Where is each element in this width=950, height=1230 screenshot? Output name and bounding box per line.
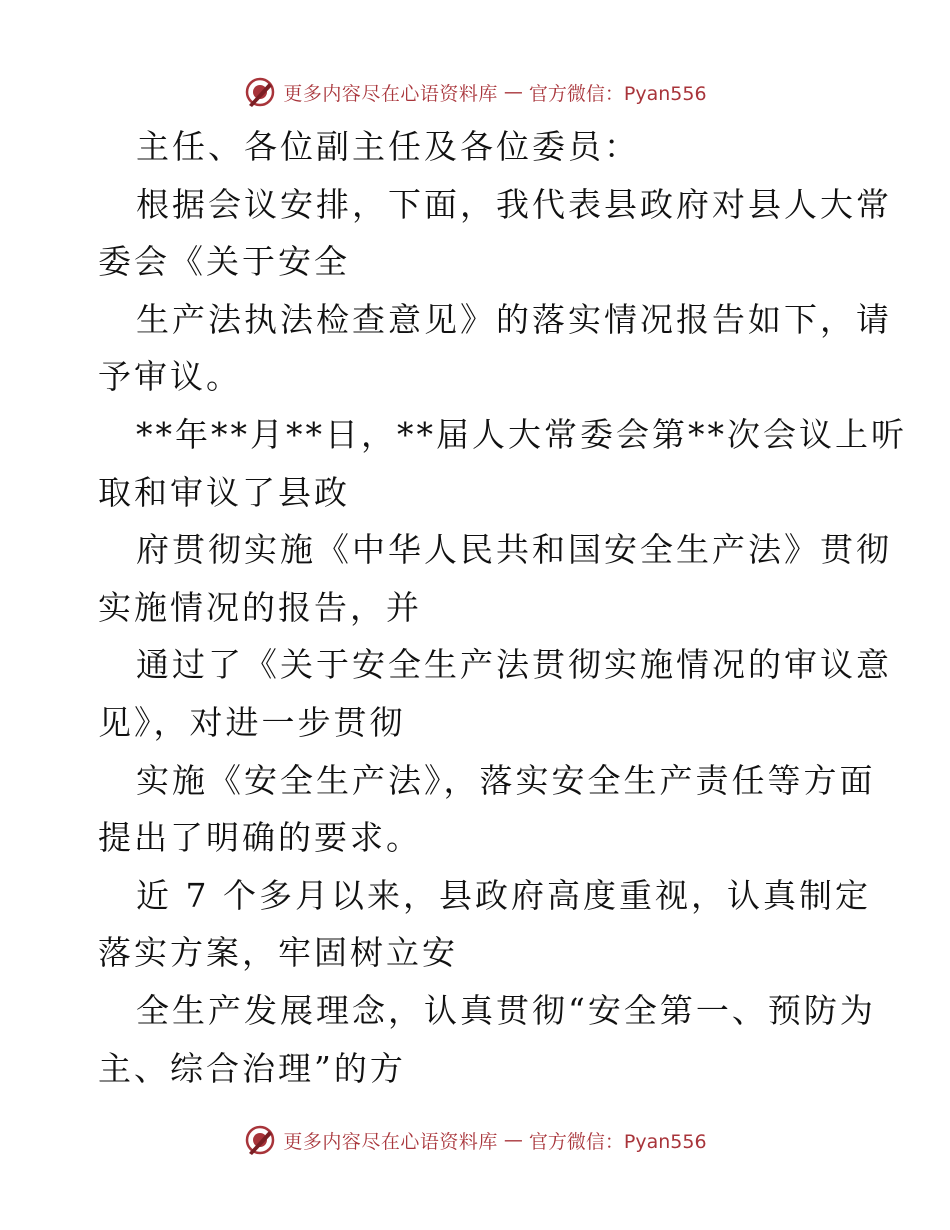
footer-watermark <box>0 1120 950 1160</box>
text-line: 见》，对进一步贯彻 <box>98 702 406 742</box>
text-line: 通过了《关于安全生产法贯彻实施情况的审议意 <box>136 645 892 685</box>
watermark-contact: 官方微信：Pyan556 <box>528 1130 707 1153</box>
watermark-separator: — <box>503 81 523 103</box>
text-line: **年**月**日，**届人大常委会第**次会议上听 <box>136 414 907 454</box>
text-line: 府贯彻实施《中华人民共和国安全生产法》贯彻 <box>136 530 892 570</box>
watermark-text: 更多内容尽在心语资料库 <box>283 82 498 105</box>
text-line: 近 7 个多月以来，县政府高度重视，认真制定 <box>136 875 871 915</box>
text-line: 主、综合治理”的方 <box>98 1048 406 1088</box>
watermark-contact: 官方微信：Pyan556 <box>528 82 707 105</box>
text-line: 实施情况的报告，并 <box>98 587 422 627</box>
quill-seal-icon <box>243 1123 277 1157</box>
text-line: 主任、各位副主任及各位委员： <box>136 127 640 166</box>
text-line: 实施《安全生产法》，落实安全生产责任等方面 <box>136 760 876 800</box>
document-body <box>98 118 907 1097</box>
header-watermark <box>0 72 950 112</box>
text-line: 全生产发展理念，认真贯彻“安全第一、预防为 <box>136 990 876 1030</box>
text-line: 取和审议了县政 <box>98 472 350 512</box>
text-line: 予审议。 <box>98 357 242 397</box>
text-line: 生产法执法检查意见》的落实情况报告如下，请 <box>136 299 892 339</box>
text-line: 根据会议安排，下面，我代表县政府对县人大常 <box>136 184 892 224</box>
quill-seal-icon <box>243 75 277 109</box>
text-line: 委会《关于安全 <box>98 242 350 282</box>
watermark-separator: — <box>503 1129 523 1151</box>
text-line: 提出了明确的要求。 <box>98 818 422 858</box>
text-line: 落实方案，牢固树立安 <box>98 933 458 973</box>
watermark-text: 更多内容尽在心语资料库 <box>283 1130 498 1153</box>
